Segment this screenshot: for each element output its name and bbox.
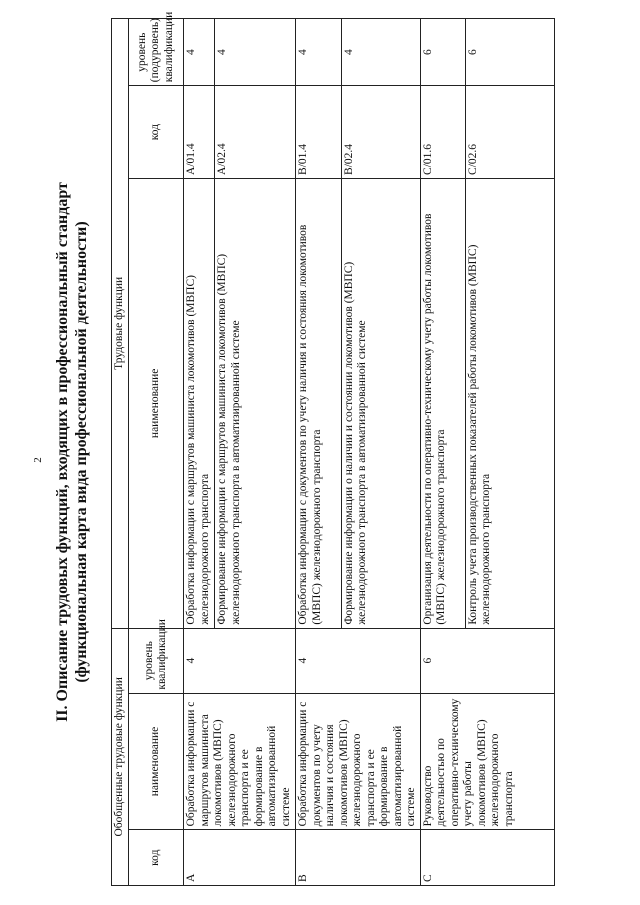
section-title [53, 18, 91, 886]
header-tf-code: код [129, 86, 184, 179]
gf-level-b: 4 [296, 628, 421, 693]
gf-name-c: Руководство деятельностью по оперативно-техническому учету работы локомотивов (МВПС) железнодорожного транспорта [420, 693, 554, 830]
table-row [296, 19, 342, 886]
tf-level: 4 [215, 19, 296, 86]
header-labor-functions: Трудовые функции [112, 19, 129, 629]
title-line-2: (функциональная карта вида профессиональной деятельности) [73, 221, 90, 683]
table-row [420, 19, 465, 886]
tf-name: Формирование информации о наличии и состоянии локомотивов (МВПС) железнодорожного транспорта в автоматизированной системе [341, 178, 420, 628]
tf-level: 4 [296, 19, 342, 86]
tf-name: Контроль учета производственных показателей работы локомотивов (МВПС) железнодорожного транспорта [465, 178, 554, 628]
rotated-page [25, 11, 625, 886]
gf-name-b: Обработка информации с документов по учету наличия и состояния локомотивов (МВПС) железнодорожного транспорта и ее формирование в автоматизированной системе [296, 693, 421, 830]
header-tf-level: уровень (подуровень) квалификации [129, 19, 184, 86]
table-row [184, 19, 215, 886]
page-number: 2 [32, 457, 44, 463]
gf-code-c: C [420, 830, 554, 886]
tf-code: A/02.4 [215, 86, 296, 179]
tf-code: C/01.6 [420, 86, 465, 179]
gf-code-a: A [184, 830, 296, 886]
tf-level: 4 [184, 19, 215, 86]
header-generalized: Обобщенные трудовые функции [112, 628, 129, 885]
tf-code: A/01.4 [184, 86, 215, 179]
title-line-1: II. Описание трудовых функций, входящих в профессиональный стандарт [54, 182, 71, 722]
header-row-1 [112, 19, 129, 886]
functional-map-table [111, 11, 555, 886]
header-tf-name: наименование [129, 178, 184, 628]
tf-name: Организация деятельности по оперативно-техническому учету работы локомотивов (МВПС) железнодорожного транспорта [420, 178, 465, 628]
gf-code-b: B [296, 830, 421, 886]
header-row-2 [129, 19, 184, 886]
gf-name-a: Обработка информации с маршрутов машиниста локомотивов (МВПС) железнодорожного транспорта и ее формирование в автоматизированной системе [184, 693, 296, 830]
tf-name: Обработка информации с документов по учету наличия и состояния локомотивов (МВПС) железнодорожного транспорта [296, 178, 342, 628]
header-code: код [129, 830, 184, 886]
tf-code: B/01.4 [296, 86, 342, 179]
tf-name: Формирование информации с маршрутов машиниста локомотивов (МВПС) железнодорожного транспорта в автоматизированной системе [215, 178, 296, 628]
tf-level: 6 [420, 19, 465, 86]
tf-level: 6 [465, 19, 554, 86]
tf-name: Обработка информации с маршрутов машиниста локомотивов (МВПС) железнодорожного транспорта [184, 178, 215, 628]
header-qual-level: уровень квалификации [129, 628, 184, 693]
header-name: наименование [129, 693, 184, 830]
tf-code: C/02.6 [465, 86, 554, 179]
gf-level-a: 4 [184, 628, 296, 693]
tf-code: B/02.4 [341, 86, 420, 179]
gf-level-c: 6 [420, 628, 554, 693]
tf-level: 4 [341, 19, 420, 86]
